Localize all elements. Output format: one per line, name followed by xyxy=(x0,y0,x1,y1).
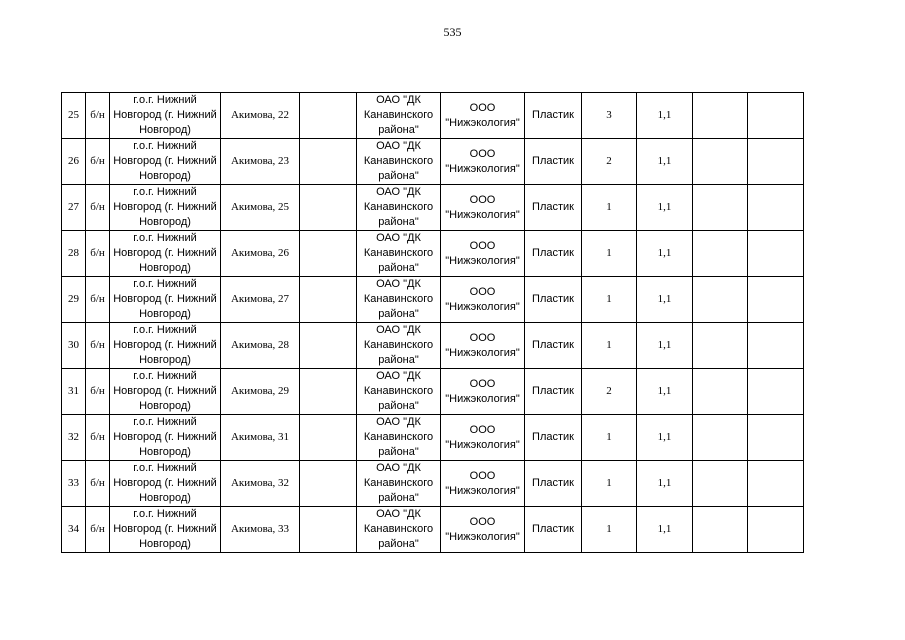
container-count-cell: 1 xyxy=(582,185,637,231)
owner-cell: ОАО "ДК Канавинского района" xyxy=(357,461,441,507)
empty-cell xyxy=(693,277,748,323)
empty-cell xyxy=(693,461,748,507)
empty-cell xyxy=(300,323,357,369)
table-row xyxy=(62,323,804,369)
empty-cell xyxy=(300,369,357,415)
location-cell: г.о.г. Нижний Новгород (г. Нижний Новгород) xyxy=(110,323,221,369)
operator-cell: ООО "Нижэкология" xyxy=(441,139,525,185)
operator-cell: ООО "Нижэкология" xyxy=(441,461,525,507)
operator-cell: ООО "Нижэкология" xyxy=(441,323,525,369)
empty-cell xyxy=(693,93,748,139)
table-body xyxy=(62,93,804,553)
table-row xyxy=(62,507,804,553)
material-cell: Пластик xyxy=(525,139,582,185)
container-count-cell: 3 xyxy=(582,93,637,139)
empty-cell xyxy=(748,231,804,277)
location-cell: г.о.г. Нижний Новгород (г. Нижний Новгород) xyxy=(110,369,221,415)
document-number-cell: б/н xyxy=(86,277,110,323)
container-volume-cell: 1,1 xyxy=(637,231,693,277)
empty-cell xyxy=(748,139,804,185)
container-count-cell: 1 xyxy=(582,231,637,277)
document-number-cell: б/н xyxy=(86,323,110,369)
owner-cell: ОАО "ДК Канавинского района" xyxy=(357,93,441,139)
material-cell: Пластик xyxy=(525,93,582,139)
owner-cell: ОАО "ДК Канавинского района" xyxy=(357,185,441,231)
container-count-cell: 1 xyxy=(582,507,637,553)
location-cell: г.о.г. Нижний Новгород (г. Нижний Новгород) xyxy=(110,139,221,185)
empty-cell xyxy=(300,415,357,461)
empty-cell xyxy=(748,507,804,553)
material-cell: Пластик xyxy=(525,323,582,369)
container-volume-cell: 1,1 xyxy=(637,93,693,139)
material-cell: Пластик xyxy=(525,185,582,231)
empty-cell xyxy=(748,277,804,323)
document-number-cell: б/н xyxy=(86,185,110,231)
table-row xyxy=(62,93,804,139)
material-cell: Пластик xyxy=(525,461,582,507)
empty-cell xyxy=(300,507,357,553)
address-cell: Акимова, 25 xyxy=(221,185,300,231)
row-number-cell: 29 xyxy=(62,277,86,323)
owner-cell: ОАО "ДК Канавинского района" xyxy=(357,139,441,185)
empty-cell xyxy=(300,93,357,139)
material-cell: Пластик xyxy=(525,231,582,277)
empty-cell xyxy=(300,277,357,323)
page-number: 535 xyxy=(443,25,462,39)
address-cell: Акимова, 26 xyxy=(221,231,300,277)
operator-cell: ООО "Нижэкология" xyxy=(441,369,525,415)
owner-cell: ОАО "ДК Канавинского района" xyxy=(357,507,441,553)
owner-cell: ОАО "ДК Канавинского района" xyxy=(357,415,441,461)
owner-cell: ОАО "ДК Канавинского района" xyxy=(357,277,441,323)
document-number-cell: б/н xyxy=(86,139,110,185)
table-row xyxy=(62,185,804,231)
address-cell: Акимова, 27 xyxy=(221,277,300,323)
row-number-cell: 32 xyxy=(62,415,86,461)
location-cell: г.о.г. Нижний Новгород (г. Нижний Новгород) xyxy=(110,507,221,553)
address-cell: Акимова, 22 xyxy=(221,93,300,139)
empty-cell xyxy=(748,369,804,415)
operator-cell: ООО "Нижэкология" xyxy=(441,185,525,231)
row-number-cell: 27 xyxy=(62,185,86,231)
material-cell: Пластик xyxy=(525,277,582,323)
owner-cell: ОАО "ДК Канавинского района" xyxy=(357,231,441,277)
address-cell: Акимова, 29 xyxy=(221,369,300,415)
location-cell: г.о.г. Нижний Новгород (г. Нижний Новгород) xyxy=(110,415,221,461)
container-volume-cell: 1,1 xyxy=(637,369,693,415)
document-number-cell: б/н xyxy=(86,93,110,139)
table-row xyxy=(62,369,804,415)
location-cell: г.о.г. Нижний Новгород (г. Нижний Новгород) xyxy=(110,185,221,231)
container-count-cell: 1 xyxy=(582,277,637,323)
operator-cell: ООО "Нижэкология" xyxy=(441,277,525,323)
material-cell: Пластик xyxy=(525,369,582,415)
container-count-cell: 1 xyxy=(582,415,637,461)
location-cell: г.о.г. Нижний Новгород (г. Нижний Новгород) xyxy=(110,93,221,139)
container-count-cell: 1 xyxy=(582,323,637,369)
empty-cell xyxy=(693,185,748,231)
empty-cell xyxy=(300,139,357,185)
empty-cell xyxy=(748,93,804,139)
address-cell: Акимова, 28 xyxy=(221,323,300,369)
empty-cell xyxy=(693,231,748,277)
material-cell: Пластик xyxy=(525,415,582,461)
document-number-cell: б/н xyxy=(86,231,110,277)
container-volume-cell: 1,1 xyxy=(637,185,693,231)
location-cell: г.о.г. Нижний Новгород (г. Нижний Новгород) xyxy=(110,231,221,277)
row-number-cell: 26 xyxy=(62,139,86,185)
address-cell: Акимова, 32 xyxy=(221,461,300,507)
container-volume-cell: 1,1 xyxy=(637,507,693,553)
row-number-cell: 31 xyxy=(62,369,86,415)
owner-cell: ОАО "ДК Канавинского района" xyxy=(357,323,441,369)
operator-cell: ООО "Нижэкология" xyxy=(441,507,525,553)
address-cell: Акимова, 23 xyxy=(221,139,300,185)
table-row xyxy=(62,415,804,461)
operator-cell: ООО "Нижэкология" xyxy=(441,231,525,277)
container-count-cell: 2 xyxy=(582,369,637,415)
empty-cell xyxy=(300,231,357,277)
table-row xyxy=(62,461,804,507)
empty-cell xyxy=(693,139,748,185)
operator-cell: ООО "Нижэкология" xyxy=(441,415,525,461)
row-number-cell: 34 xyxy=(62,507,86,553)
container-volume-cell: 1,1 xyxy=(637,323,693,369)
container-site-table xyxy=(61,92,804,553)
empty-cell xyxy=(693,369,748,415)
container-count-cell: 2 xyxy=(582,139,637,185)
empty-cell xyxy=(693,415,748,461)
empty-cell xyxy=(748,185,804,231)
container-volume-cell: 1,1 xyxy=(637,139,693,185)
container-volume-cell: 1,1 xyxy=(637,277,693,323)
row-number-cell: 25 xyxy=(62,93,86,139)
empty-cell xyxy=(748,323,804,369)
operator-cell: ООО "Нижэкология" xyxy=(441,93,525,139)
empty-cell xyxy=(693,323,748,369)
document-number-cell: б/н xyxy=(86,415,110,461)
owner-cell: ОАО "ДК Канавинского района" xyxy=(357,369,441,415)
location-cell: г.о.г. Нижний Новгород (г. Нижний Новгород) xyxy=(110,277,221,323)
empty-cell xyxy=(693,507,748,553)
document-number-cell: б/н xyxy=(86,461,110,507)
table-row xyxy=(62,277,804,323)
document-number-cell: б/н xyxy=(86,369,110,415)
row-number-cell: 30 xyxy=(62,323,86,369)
empty-cell xyxy=(748,461,804,507)
container-volume-cell: 1,1 xyxy=(637,415,693,461)
material-cell: Пластик xyxy=(525,507,582,553)
empty-cell xyxy=(300,185,357,231)
table-row xyxy=(62,139,804,185)
address-cell: Акимова, 33 xyxy=(221,507,300,553)
document-number-cell: б/н xyxy=(86,507,110,553)
location-cell: г.о.г. Нижний Новгород (г. Нижний Новгород) xyxy=(110,461,221,507)
table-row xyxy=(62,231,804,277)
container-volume-cell: 1,1 xyxy=(637,461,693,507)
container-count-cell: 1 xyxy=(582,461,637,507)
address-cell: Акимова, 31 xyxy=(221,415,300,461)
row-number-cell: 28 xyxy=(62,231,86,277)
row-number-cell: 33 xyxy=(62,461,86,507)
empty-cell xyxy=(748,415,804,461)
empty-cell xyxy=(300,461,357,507)
